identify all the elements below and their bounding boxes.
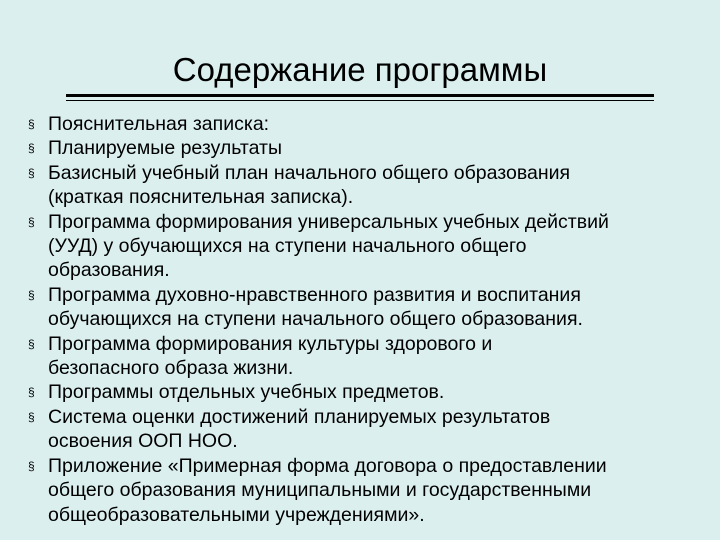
list-item-text: Программы отдельных учебных предметов. (48, 381, 445, 404)
bullet-icon: § (28, 165, 35, 180)
list-item-text: Программа духовно-нравственного развития и воспитания обучающихся на ступени начального общего образования. (48, 283, 583, 331)
list-item-text: Программа формирования универсальных учебных действий (УУД) у обучающихся на ступени начального общего образования. (48, 210, 609, 282)
list-item (26, 283, 706, 332)
bullet-icon: § (28, 287, 35, 302)
list-item (26, 210, 706, 283)
underline-thin (66, 100, 654, 101)
bullet-icon: § (28, 458, 35, 473)
list-item-text: Приложение «Примерная форма договора о предоставлении общего образования муниципальными и государственными общеобразовательными учреждениями». (48, 454, 607, 526)
list-item-text: Пояснительная записка: (48, 113, 270, 135)
list-item-text: Программа формирования культуры здорового и безопасного образа жизни. (48, 332, 493, 380)
list-item-text: Система оценки достижений планируемых результатов освоения ООП НОО. (48, 405, 551, 453)
list-item (26, 112, 706, 136)
list-item (26, 454, 706, 527)
bullet-icon: § (28, 214, 35, 229)
title-underline (66, 94, 654, 102)
underline-thick (66, 94, 654, 97)
content-list (26, 112, 706, 527)
list-item (26, 161, 706, 210)
slide-title: Содержание программы (172, 51, 548, 88)
bullet-icon: § (28, 336, 35, 351)
list-item-text: Базисный учебный план начального общего образования (краткая пояснительная записка). (48, 161, 571, 209)
list-item-text: Планируемые результаты (48, 137, 282, 160)
list-item (26, 332, 706, 381)
list-item (26, 380, 706, 404)
list-item (26, 405, 706, 454)
bullet-icon: § (28, 409, 35, 424)
bullet-icon: § (28, 385, 35, 400)
list-item (26, 136, 706, 160)
bullet-icon: § (28, 141, 35, 156)
bullet-icon: § (28, 117, 35, 131)
